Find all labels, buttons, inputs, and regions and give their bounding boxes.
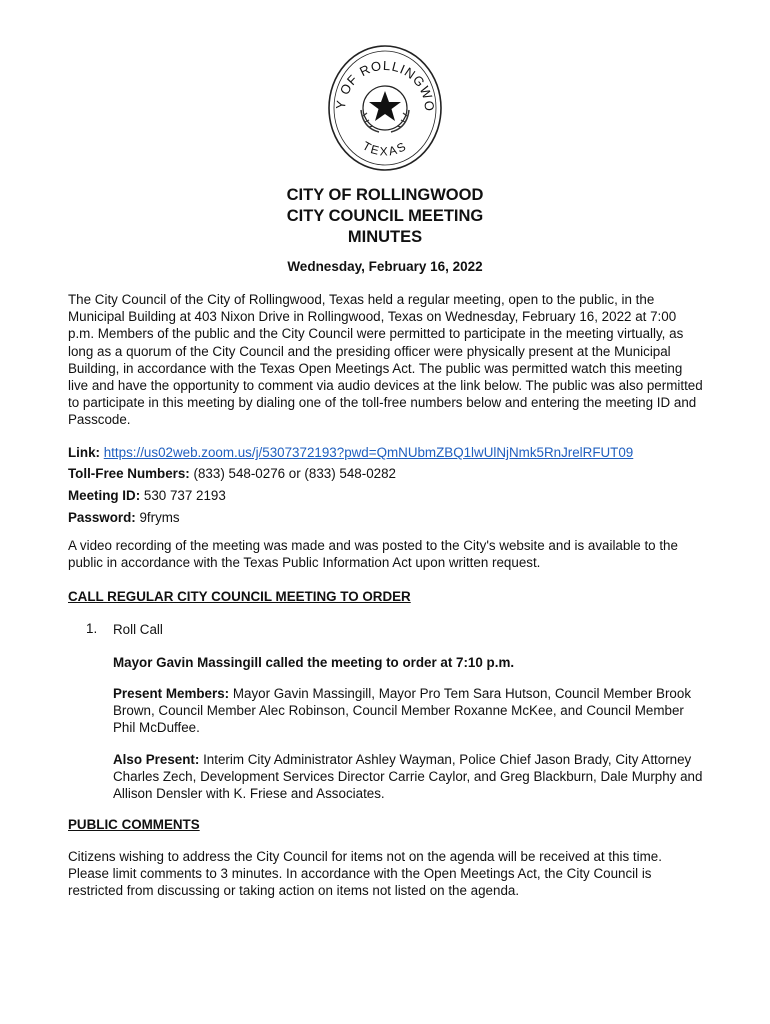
link-label: Link: (68, 445, 100, 460)
also-present-label: Also Present: (113, 752, 200, 767)
document-title (0, 185, 770, 248)
also-present-text: Interim City Administrator Ashley Wayman, Police Chief Jason Brady, City Attorney Charles Zech, Development Services Director Carrie Caylor, and Greg Blackburn, Dale Murphy and Allison Densler with K. Friese and Associates. (113, 752, 703, 802)
link-line (68, 444, 704, 461)
meeting-date: Wednesday, February 16, 2022 (287, 259, 483, 274)
meetingid-label: Meeting ID: (68, 488, 141, 503)
password-line (68, 509, 704, 526)
item-title: Roll Call (113, 622, 163, 637)
star-icon (369, 91, 401, 121)
video-note: A video recording of the meeting was made and was posted to the City's website and is available to the public in accordance with the Texas Public Information Act upon written request. (68, 538, 678, 571)
public-comments-text: Citizens wishing to address the City Council for items not on the agenda will be received at this time. Please limit comments to 3 minutes. In accordance with the Open Meetings Act, the City Council is restricted from discussing or taking action on items not listed on the agenda. (68, 849, 662, 899)
password-label: Password: (68, 510, 136, 525)
item-number: 1. (86, 621, 98, 636)
seal-top-text: Y OF ROLLINGWO (332, 57, 438, 113)
meetingid-line (68, 487, 704, 504)
present-members-text: Mayor Gavin Massingill, Mayor Pro Tem Sara Hutson, Council Member Brook Brown, Council Member Alec Robinson, Council Member Roxanne McKee, and Council Member Phil McDuffee. (113, 686, 692, 736)
seal-bottom-text: TEXAS (360, 138, 410, 159)
city-seal (327, 44, 443, 172)
title-line-meeting: CITY COUNCIL MEETING (286, 207, 484, 225)
password-value: 9fryms (139, 510, 180, 525)
title-line-city: CITY OF ROLLINGWOOD (286, 186, 484, 204)
also-present (113, 751, 705, 803)
call-to-order-statement: Mayor Gavin Massingill called the meeting to order at 7:10 p.m. (113, 655, 515, 670)
present-members (113, 685, 705, 737)
section-public-comments-heading: PUBLIC COMMENTS (68, 817, 200, 832)
meetingid-value: 530 737 2193 (143, 488, 226, 503)
section-call-to-order-heading: CALL REGULAR CITY COUNCIL MEETING TO ORDER (68, 589, 411, 604)
svg-text:TEXAS (360, 139, 410, 159)
city-seal-icon (327, 44, 443, 172)
tollfree-label: Toll-Free Numbers: (68, 466, 190, 481)
title-line-minutes: MINUTES (347, 228, 423, 246)
tollfree-value: (833) 548-0276 or (833) 548-0282 (193, 466, 397, 481)
zoom-link[interactable]: https://us02web.zoom.us/j/5307372193?pwd=QmNUbmZBQ1lwUlNjNmk5RnJrelRFUT09 (103, 445, 634, 460)
present-members-label: Present Members: (113, 686, 230, 701)
tollfree-line (68, 465, 704, 482)
intro-paragraph: The City Council of the City of Rollingwood, Texas held a regular meeting, open to the public, in the Municipal Building at 403 Nixon Drive in Rollingwood, Texas on Wednesday, February 16, 2022 at 7:00 p.m. Members of the public and the City Council were permitted to participate in the meeting virtually, as long as a quorum of the City Council and the presiding officer were physically present at the Municipal Building, in accordance with the Texas Open Meetings Act. The public was permitted watch this meeting live and have the opportunity to comment via audio devices at the link below. The public was also permitted to participate in this meeting by dialing one of the toll-free numbers below and entering the meeting ID and Passcode. (68, 292, 703, 428)
